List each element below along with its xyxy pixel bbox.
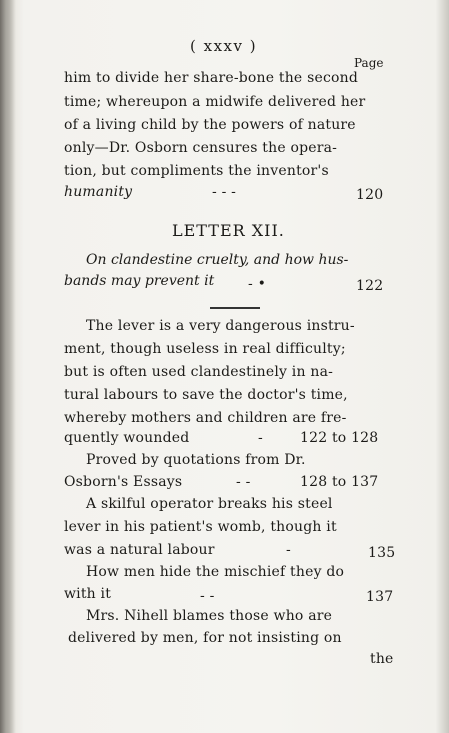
leader-dash: - [258,430,263,446]
letter-subtitle: bands may prevent it [64,273,215,289]
page-reference: 128 to 137 [300,474,379,490]
text-line: of a living child by the powers of nature [64,117,356,133]
text-line: only—Dr. Osborn censures the opera- [64,140,338,156]
text-line: lever in his patient's womb, though it [64,519,337,535]
page-reference: 122 [356,278,384,294]
page-column-label: Page [354,56,384,70]
leader-dashes: - - - [212,184,237,200]
leader-dashes: - - [200,588,215,604]
text-line: him to divide her share-bone the second [64,70,358,86]
letter-heading: LETTER XII. [172,221,285,240]
text-line: The lever is a very dangerous instru- [86,318,355,334]
text-line: with it [64,586,112,602]
text-line: Mrs. Nihell blames those who are [86,608,333,624]
text-line: tural labours to save the doctor's time, [64,387,348,403]
section-rule [210,307,260,309]
text-line: A skilful operator breaks his steel [86,496,333,512]
text-line: delivered by men, for not insisting on [68,630,342,646]
text-line: Proved by quotations from Dr. [86,452,306,468]
leader-dash: - [286,542,291,558]
page-number-header: ( xxxv ) [190,37,258,55]
page-reference: 135 [368,545,396,561]
text-line: tion, but compliments the inventor's [64,163,329,179]
text-line: Osborn's Essays [64,474,183,490]
text-line: was a natural labour [64,542,215,558]
text-line: How men hide the mischief they do [86,564,345,580]
page-reference: 120 [356,187,384,203]
text-line: whereby mothers and children are fre- [64,410,347,426]
leader-dashes: - - [236,474,251,490]
letter-subtitle: On clandestine cruelty, and how hus- [86,252,349,268]
text-line: but is often used clandestinely in na- [64,364,334,380]
page-reference: 122 to 128 [300,430,379,446]
text-line: humanity [64,184,133,200]
page-reference: 137 [366,589,394,605]
book-spine-shadow [0,0,16,733]
leader-dashes: - • [248,276,267,292]
text-line: time; whereupon a midwife delivered her [64,94,366,110]
catchword: the [370,651,394,667]
text-line: ment, though useless in real difficulty; [64,341,346,357]
text-line: quently wounded [64,430,190,446]
